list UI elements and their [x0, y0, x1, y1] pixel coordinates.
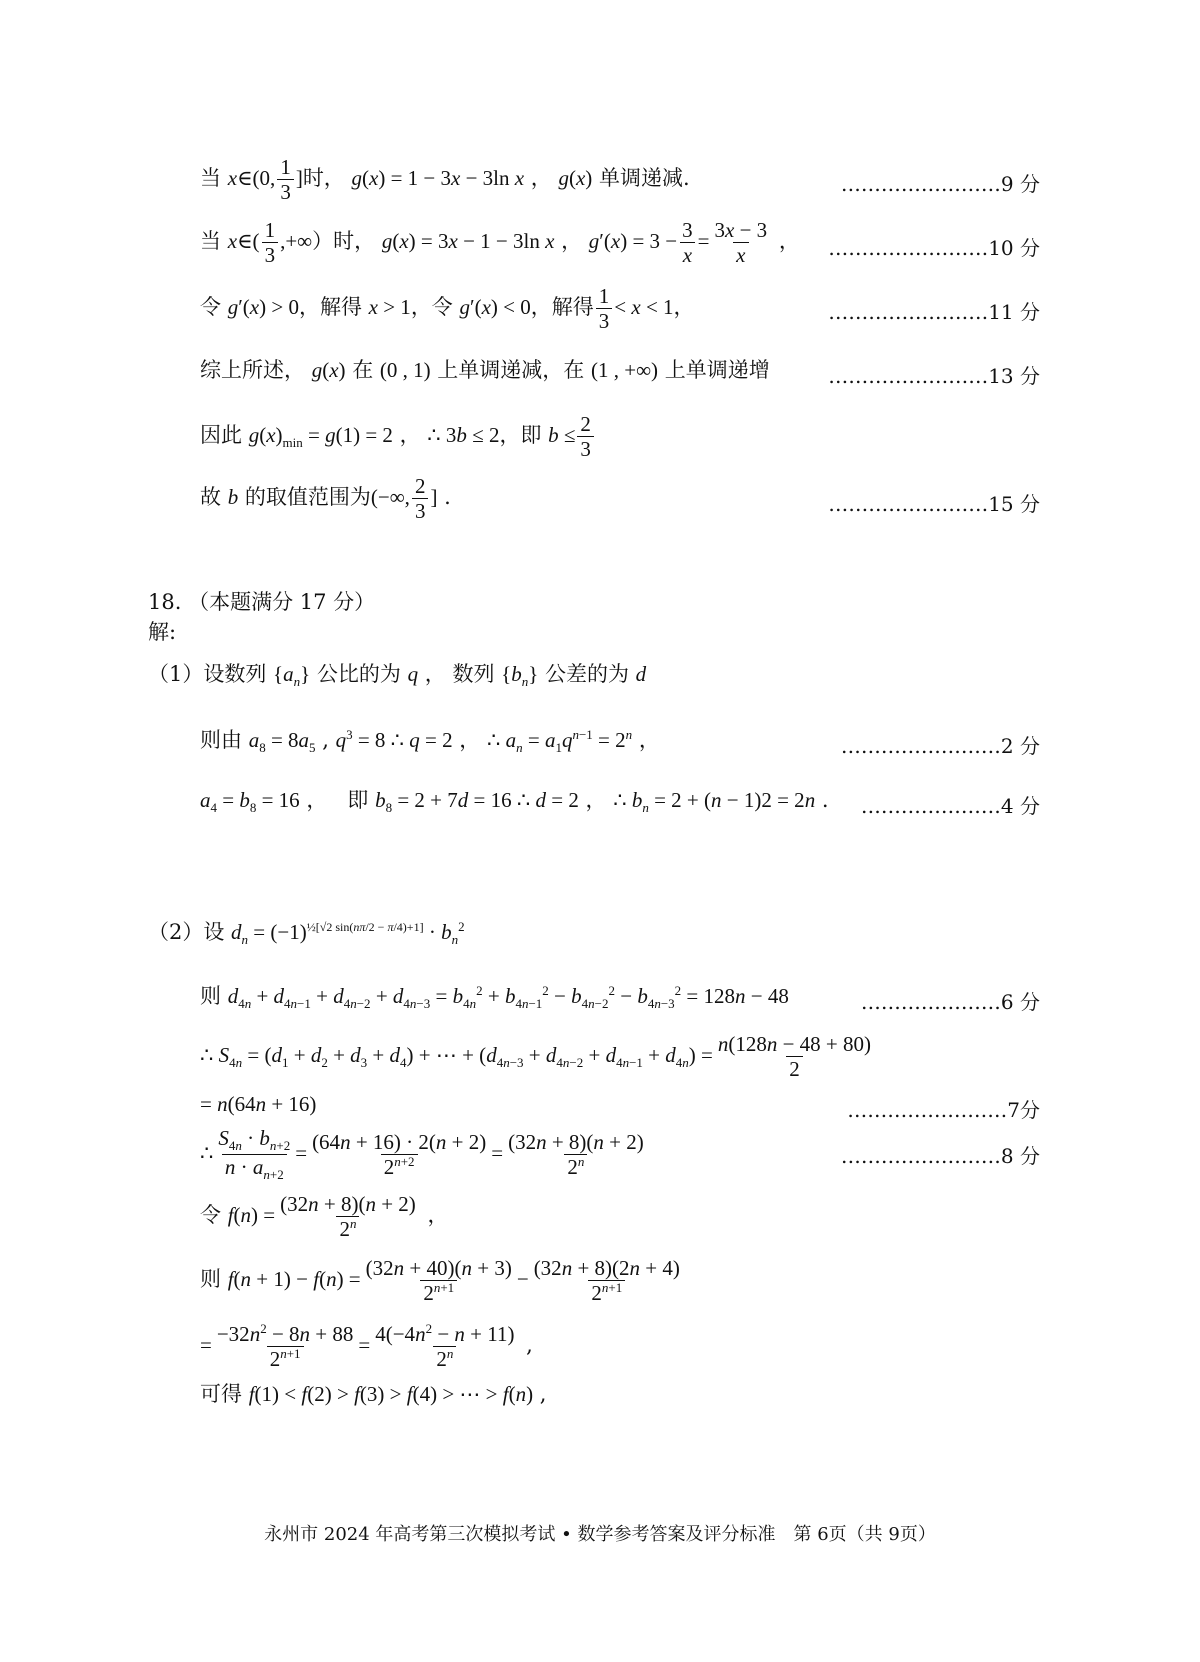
- line-3: 令 g′(x) > 0，解得 x > 1，令 g′(x) < 0，解得 $\frac{1}{3}$ < x < 1，: [200, 284, 695, 334]
- part1-intro: （1）设数列 $\{a_n\}$ 公比的为 q ， 数列 $\{b_n\}$ 公差的为 d: [148, 662, 647, 690]
- part2-line9: 可得 f(1) < f(2) > f(3) > f(4) > ⋯ > f(n) ,: [200, 1382, 547, 1406]
- part2-line8: = $\frac{-32n^2 - 8n + 88}{2^{n+1}}$ = $\frac{4(-4n^2 - n + 11)}{2^n}$ ,: [200, 1321, 533, 1372]
- line-5: 因此 $g(x)_{min} = g(1) = 2$ ， ∴ 3b ≤ 2，即 b ≤ $\frac{2}{3}$: [200, 412, 596, 461]
- q18-solution-label: 解:: [148, 620, 177, 644]
- page-footer: 永州市 2024 年高考第三次模拟考试 • 数学参考答案及评分标准 第 6页（共 9页）: [264, 1524, 936, 1545]
- line-6: 故 b 的取值范围为(−∞, $\frac{2}{3}$ ] .: [200, 474, 451, 524]
- part2-line6: 令 f(n) = $\frac{(32n + 8)(n + 2)}{2^n}$ ，: [200, 1192, 449, 1242]
- part2-line2: 则 $d_{4n} + d_{4n-1} + d_{4n-2} + d_{4n-3} = b_{4n}^2 + b_{4n-1}^2 - b_{4n-2}^2 - b_{4n-3}^2 = 128n - 48$: [200, 983, 789, 1012]
- score-11: ……………………11 分: [828, 300, 1040, 324]
- score-15: ……………………15 分: [828, 492, 1040, 516]
- score-4: …………………4 分: [860, 794, 1040, 818]
- part2-line5: ∴ $\frac{S_{4n} \cdot b_{n+2}}{n \cdot a_{n+2}}$ = $\frac{(64n + 16) \cdot 2(n + 2)}{2^{n+2}}$ = $\frac{(32n + 8)(n + 2)}{2^n}$: [200, 1126, 644, 1183]
- part2-line7: 则 f(n + 1) − f(n) = $\frac{(32n + 40)(n + 3)}{2^{n+1}}$ − $\frac{(32n + 8)(2n + 4)}{2^{n+1}}$: [200, 1256, 680, 1306]
- q18-title: 18. （本题满分 17 分）: [148, 590, 376, 614]
- score-10: ……………………10 分: [828, 236, 1040, 260]
- line-2: 当 x∈( $\frac{1}{3}$ ,+∞）时， g(x) = 3x − 1 − 3ln x ， g′(x) = 3 − $\frac{3}{x}$ = $\frac{3x - 3}{x}$ ，: [200, 218, 800, 268]
- score-7: ……………………7分: [847, 1098, 1040, 1122]
- part1-line3: $a_4 = b_8 = 16$ ， 即 $b_8 = 2 + 7d = 16$ ∴ d = 2 ， ∴ $b_n = 2 + (n - 1)2 = 2n$ .: [200, 788, 829, 816]
- score-6: …………………6 分: [860, 990, 1040, 1014]
- part2-line1: （2）设 $d_n = (-1)^{\frac{1}{2}[√2 sin(n\pi/2 - \pi/4)+1]} \cdot b_n^2$: [148, 919, 465, 948]
- score-9: ……………………9 分: [840, 172, 1040, 196]
- score-2: ……………………2 分: [840, 734, 1040, 758]
- part1-line2: 则由 $a_8 = 8a_5$ , $q^3 = 8$ ∴ q = 2 ， ∴ $a_n = a_1q^{n-1} = 2^n$ ，: [200, 727, 660, 756]
- score-8: ……………………8 分: [840, 1144, 1040, 1168]
- line-1: 当 x∈(0, $\frac{1}{3}$ ]时， g(x) = 1 − 3x − 3ln x ， g(x) 单调递减.: [200, 155, 690, 205]
- part2-line4: = n(64n + 16): [200, 1092, 317, 1116]
- score-13: ……………………13 分: [828, 364, 1040, 388]
- line-4: 综上所述， g(x) 在 (0 , 1) 上单调递减，在 (1 , +∞) 上单调递增: [200, 358, 770, 382]
- part2-line3: ∴ $S_{4n} = (d_1 + d_2 + d_3 + d_4)$ + ⋯ + $(d_{4n-3} + d_{4n-2} + d_{4n-1} + d_{4n})$ = $\frac{n(128n - 48 + 80)}{2}$: [200, 1032, 872, 1082]
